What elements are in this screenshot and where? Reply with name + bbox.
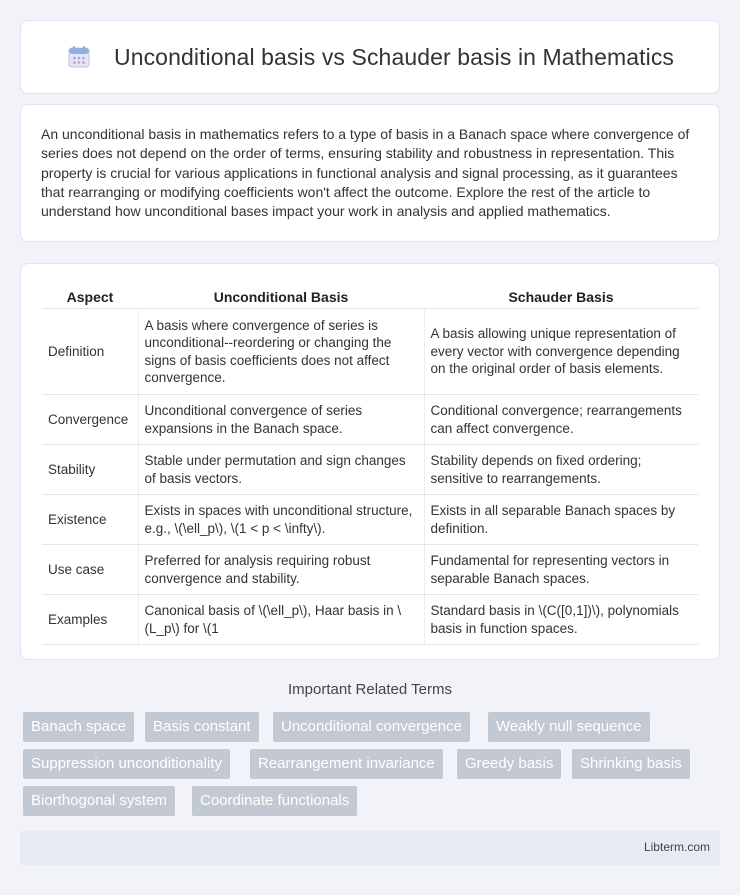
related-term-tag[interactable]: Weakly null sequence [488, 712, 650, 742]
row-aspect: Examples [42, 595, 138, 645]
row-aspect: Use case [42, 545, 138, 595]
header-schauder: Schauder Basis [424, 284, 698, 309]
related-term-tag[interactable]: Coordinate functionals [192, 786, 357, 816]
row-unconditional: Stable under permutation and sign changes of basis vectors. [138, 445, 424, 495]
intro-card [20, 104, 720, 242]
row-unconditional: Unconditional convergence of series expansions in the Banach space. [138, 395, 424, 445]
table-row [42, 309, 698, 395]
footer-site-link[interactable]: Libterm.com [643, 840, 710, 854]
page-title: Unconditional basis vs Schauder basis in Mathematics [113, 43, 675, 70]
header-unconditional: Unconditional Basis [138, 284, 424, 309]
row-aspect: Convergence [42, 395, 138, 445]
row-schauder: Exists in all separable Banach spaces by definition. [424, 495, 698, 545]
row-schauder: Fundamental for representing vectors in separable Banach spaces. [424, 545, 698, 595]
row-aspect: Existence [42, 495, 138, 545]
row-schauder: A basis allowing unique representation of every vector with convergence depending on the original order of basis elements. [424, 309, 698, 395]
comparison-table [42, 284, 698, 645]
related-term-tag[interactable]: Banach space [23, 712, 134, 742]
table-row [42, 395, 698, 445]
related-term-tag[interactable]: Unconditional convergence [273, 712, 470, 742]
table-row [42, 445, 698, 495]
related-term-tag[interactable]: Basis constant [145, 712, 259, 742]
row-aspect: Definition [42, 309, 138, 395]
footer [20, 831, 720, 865]
related-term-tag[interactable]: Suppression unconditionality [23, 749, 230, 779]
header-aspect: Aspect [42, 284, 138, 309]
comparison-table-card [20, 263, 720, 660]
related-term-tag[interactable]: Biorthogonal system [23, 786, 175, 816]
related-term-tag[interactable]: Rearrangement invariance [250, 749, 443, 779]
row-schauder: Conditional convergence; rearrangements can affect convergence. [424, 395, 698, 445]
table-header-row [42, 284, 698, 309]
row-schauder: Stability depends on fixed ordering; sensitive to rearrangements. [424, 445, 698, 495]
row-unconditional: Canonical basis of \(\ell_p\), Haar basis in \(L_p\) for \(1 [138, 595, 424, 645]
title-card [20, 20, 720, 94]
row-schauder: Standard basis in \(C([0,1])\), polynomials basis in function spaces. [424, 595, 698, 645]
row-unconditional: A basis where convergence of series is unconditional--reordering or changing the signs of basis coefficients does not affect convergence. [138, 309, 424, 395]
row-unconditional: Exists in spaces with unconditional structure, e.g., \(\ell_p\), \(1 < p < \infty\). [138, 495, 424, 545]
related-term-tag[interactable]: Shrinking basis [572, 749, 690, 779]
related-terms-title: Important Related Terms [288, 681, 452, 698]
related-term-tag[interactable]: Greedy basis [457, 749, 561, 779]
row-unconditional: Preferred for analysis requiring robust convergence and stability. [138, 545, 424, 595]
calendar-icon [66, 44, 92, 70]
table-row [42, 595, 698, 645]
table-row [42, 545, 698, 595]
row-aspect: Stability [42, 445, 138, 495]
table-row [42, 495, 698, 545]
intro-text: An unconditional basis in mathematics refers to a type of basis in a Banach space where convergence of series does not depend on the order of terms, ensuring stability and robustness in representation. This property is crucial for various applications in functional analysis and signal processing, as it guarantees that rearranging or modifying coefficients won't affect the outcome. Explore the rest of the article to understand how unconditional bases impact your work in analysis and applied mathematics. [41, 126, 690, 220]
